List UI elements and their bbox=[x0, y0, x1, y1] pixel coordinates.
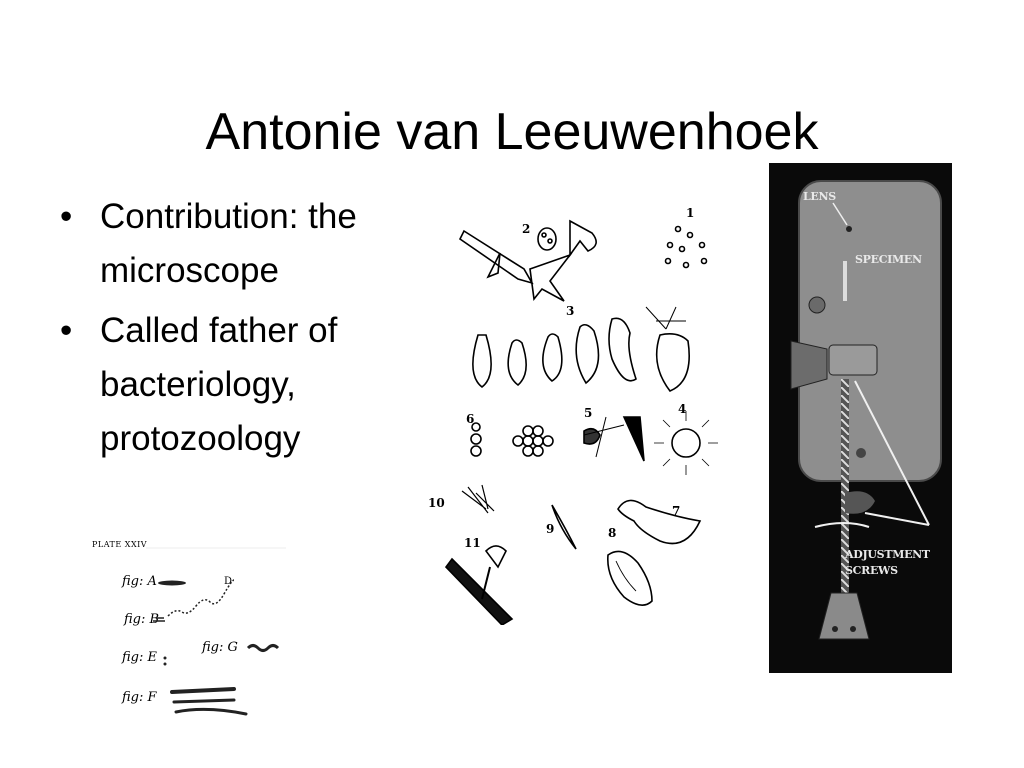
fig-number-2: 2 bbox=[522, 222, 531, 236]
spirillum-icon bbox=[248, 646, 278, 651]
fig-a-label: fig: A bbox=[122, 574, 157, 589]
adjustment-label-line1: ADJUSTMENT bbox=[845, 548, 930, 561]
lens-icon bbox=[846, 226, 852, 232]
bullet-text-line: protozoology bbox=[100, 419, 301, 458]
fig-f-label: fig: F bbox=[122, 690, 157, 705]
fig-number-9: 9 bbox=[546, 522, 555, 536]
fig-number-1: 1 bbox=[686, 206, 695, 220]
slide-title: Antonie van Leeuwenhoek bbox=[205, 102, 819, 161]
organism-7-icon bbox=[618, 500, 700, 543]
plate-drawings bbox=[86, 536, 306, 726]
rod-bacterium-icon bbox=[158, 581, 186, 586]
bullet-text-line: microscope bbox=[100, 251, 279, 290]
organism-3a-icon bbox=[473, 335, 491, 387]
fig-number-3: 3 bbox=[566, 304, 575, 318]
fig-number-6: 6 bbox=[466, 412, 475, 426]
plate-label: PLATE XXIV bbox=[92, 540, 148, 549]
bullet-item-contribution bbox=[58, 190, 438, 298]
fig-number-5: 5 bbox=[584, 406, 593, 420]
fig-number-4: 4 bbox=[678, 402, 687, 416]
fig-d-label: D bbox=[224, 576, 233, 587]
microscope-photo bbox=[769, 163, 952, 673]
microscope-drawing bbox=[769, 163, 952, 673]
bullet-text-line: bacteriology, bbox=[100, 365, 296, 404]
fig-number-11: 11 bbox=[464, 536, 481, 550]
protozoa-illustration bbox=[420, 195, 740, 625]
fig-g-label: fig: G bbox=[202, 640, 238, 655]
motile-bacterium-path bbox=[168, 580, 234, 616]
fig-b-label: fig: B bbox=[124, 612, 160, 627]
fig-number-8: 8 bbox=[608, 526, 617, 540]
organism-2b-icon bbox=[570, 221, 596, 255]
organism-2a-icon bbox=[460, 231, 532, 283]
specimen-label: SPECIMEN bbox=[855, 253, 922, 266]
bullet-item-father-of bbox=[58, 304, 438, 466]
lens-label: LENS bbox=[803, 190, 836, 203]
fig-number-10: 10 bbox=[428, 496, 445, 510]
bullet-text-line: Contribution: the bbox=[100, 197, 357, 236]
adjustment-label-line2: SCREWS bbox=[845, 564, 898, 577]
paramecium-icon bbox=[608, 551, 652, 605]
handle-icon bbox=[819, 593, 869, 639]
bacteria-plate-illustration bbox=[86, 536, 306, 726]
fig-number-7: 7 bbox=[672, 504, 681, 518]
organism-drawings bbox=[420, 195, 740, 625]
fig-e-label: fig: E bbox=[122, 650, 157, 665]
instrument-plate bbox=[799, 181, 941, 481]
bullet-dot-icon: • bbox=[60, 197, 73, 236]
bullet-list bbox=[58, 190, 438, 472]
bullet-text-line: Called father of bbox=[100, 311, 338, 350]
bullet-dot-icon: • bbox=[60, 311, 73, 350]
